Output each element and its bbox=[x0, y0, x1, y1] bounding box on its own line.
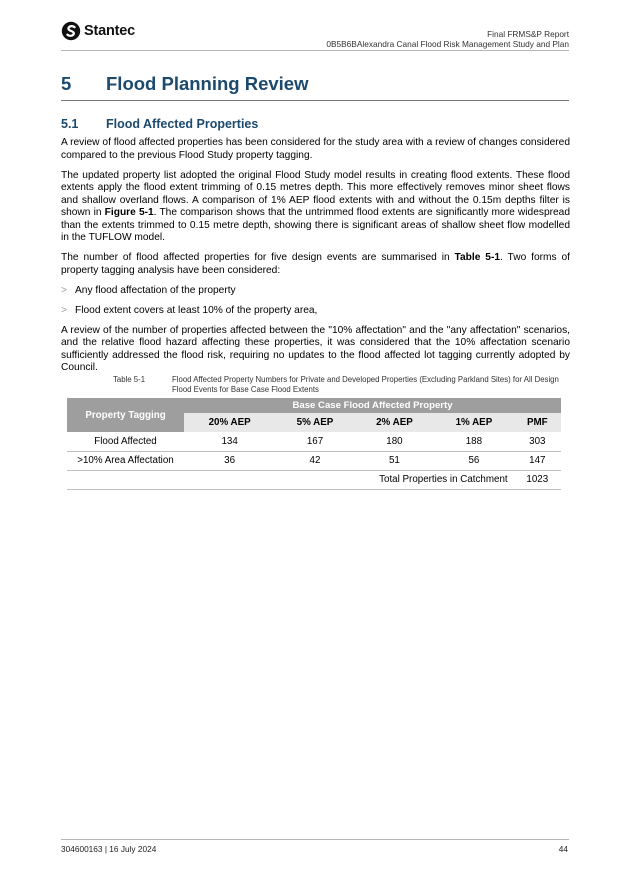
table-caption-label: Table 5-1 bbox=[113, 375, 146, 384]
table-row bbox=[67, 451, 561, 470]
column-header: 5% AEP bbox=[275, 413, 354, 432]
list-item-text: Any flood affectation of the property bbox=[75, 284, 236, 296]
footer-divider bbox=[61, 839, 569, 840]
paragraph-3-text-a: The number of flood affected properties for five design events are summarised in bbox=[61, 252, 455, 263]
logo-text: Stantec bbox=[84, 23, 135, 39]
table-caption-text: Flood Affected Property Numbers for Private and Developed Properties (Excluding Parkland Sites) for All Design Flood Events for Base Case Flood Extents bbox=[172, 375, 559, 394]
chapter-heading bbox=[61, 73, 571, 95]
total-value: 1023 bbox=[514, 470, 561, 489]
table-cell: 134 bbox=[184, 432, 275, 451]
column-header: 1% AEP bbox=[434, 413, 513, 432]
figure-reference: Figure 5-1 bbox=[104, 207, 154, 218]
chapter-divider bbox=[61, 100, 569, 101]
table-cell: 303 bbox=[514, 432, 561, 451]
table-cell: 167 bbox=[275, 432, 354, 451]
section-title: Flood Affected Properties bbox=[106, 117, 259, 131]
table-cell: 51 bbox=[355, 451, 434, 470]
paragraph-2-text-b: . The comparison shows that the untrimmed flood extents are significantly more widespread than the extents trimmed to 0.15 metre depth, showing there is significant areas of shallow sheet flow modelled in the TUFLOW model. bbox=[61, 207, 571, 243]
table-reference: Table 5-1 bbox=[454, 252, 501, 263]
table-row bbox=[67, 432, 561, 451]
stantec-logo bbox=[61, 21, 135, 41]
chapter-number: 5 bbox=[61, 73, 72, 94]
table-cell: 56 bbox=[434, 451, 513, 470]
total-row bbox=[67, 470, 561, 489]
section-number: 5.1 bbox=[61, 117, 79, 131]
row-label: >10% Area Affectation bbox=[67, 451, 184, 470]
paragraph-2-text-a: The updated property list adopted the original Flood Study model results in creating flood extents. These flood extents apply the flood extent trimming of 0.15 metres depth. This more effectively removes minor sheet flows and shallow overland flows. A comparison of 1% AEP flood extents with and without the 0.15m depths filter is shown in bbox=[61, 169, 570, 218]
total-label: Total Properties in Catchment bbox=[67, 470, 514, 489]
bullet-marker: > bbox=[61, 304, 67, 316]
list-item-text: Flood extent covers at least 10% of the property area, bbox=[75, 304, 318, 316]
running-header bbox=[326, 29, 569, 49]
paragraph-2 bbox=[61, 170, 570, 245]
paragraph-1: A review of flood affected properties has been considered for the study area with a review of changes considered compared to the previous Flood Study property tagging. bbox=[61, 137, 570, 161]
list-item bbox=[61, 305, 570, 318]
row-label: Flood Affected bbox=[67, 432, 184, 451]
stantec-logo-icon bbox=[61, 21, 81, 41]
header-base-case: Base Case Flood Affected Property bbox=[184, 398, 561, 413]
paragraph-3 bbox=[61, 252, 570, 277]
page-number: 44 bbox=[558, 844, 568, 854]
paragraph-4: A review of the number of properties affected between the "10% affectation" and the "any affectation" scenarios, and the relative flood hazard affecting these properties, it was considered that the 10% affectation scenario sufficiently addressed the flood risk, requiring no updates to the flood affected lot tagging currently adopted by Council. bbox=[61, 324, 570, 373]
table-cell: 180 bbox=[355, 432, 434, 451]
column-header: 20% AEP bbox=[184, 413, 275, 432]
chapter-title: Flood Planning Review bbox=[106, 73, 309, 94]
column-header: 2% AEP bbox=[355, 413, 434, 432]
project-title: 0B5B6BAlexandra Canal Flood Risk Management Study and Plan bbox=[326, 39, 569, 49]
flood-affected-properties-table bbox=[67, 398, 561, 490]
table-caption bbox=[113, 375, 573, 394]
section-heading bbox=[61, 117, 258, 131]
bullet-marker: > bbox=[61, 284, 67, 296]
header-divider bbox=[61, 50, 569, 51]
report-title: Final FRMS&P Report bbox=[487, 29, 569, 39]
header-property-tagging: Property Tagging bbox=[67, 398, 184, 432]
body-text bbox=[61, 137, 570, 382]
table-cell: 42 bbox=[275, 451, 354, 470]
paragraph-3-text-b: . Two forms of property tagging analysis have been considered: bbox=[61, 252, 570, 276]
column-header: PMF bbox=[514, 413, 561, 432]
list-item bbox=[61, 285, 570, 298]
table-cell: 147 bbox=[514, 451, 561, 470]
table-cell: 188 bbox=[434, 432, 513, 451]
footer-doc-ref: 304600163 | 16 July 2024 bbox=[61, 844, 157, 854]
table-cell: 36 bbox=[184, 451, 275, 470]
